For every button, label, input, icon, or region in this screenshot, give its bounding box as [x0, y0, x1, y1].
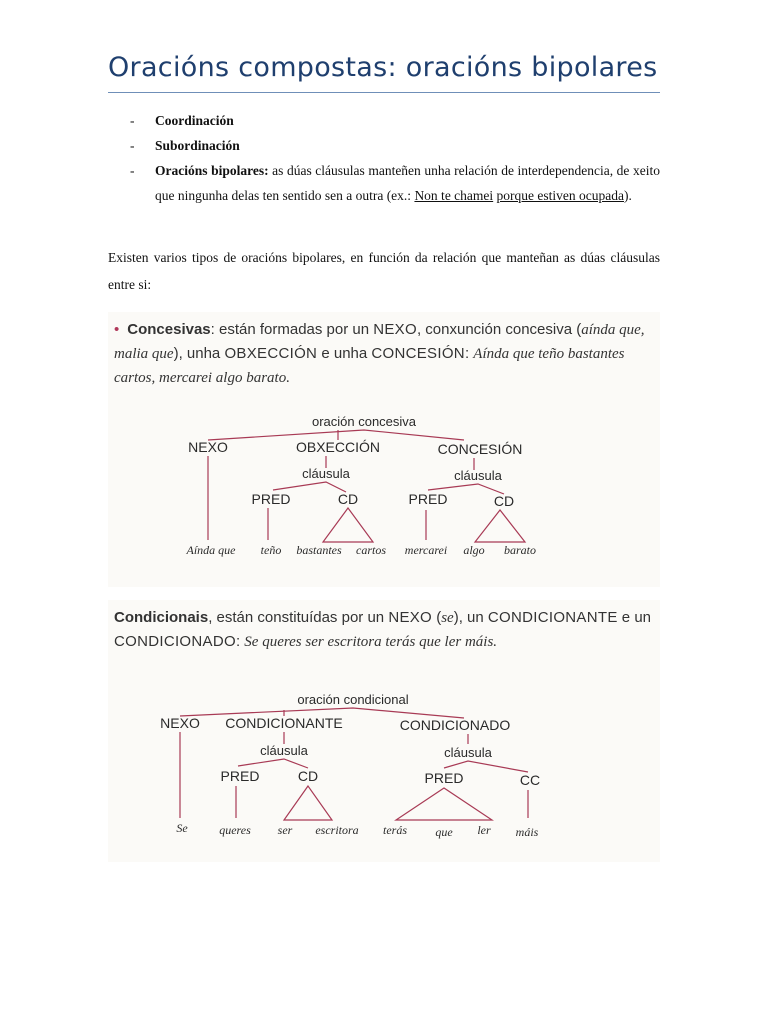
concesivas-scan — [108, 312, 660, 587]
tree-root-label: oración concesiva — [311, 414, 417, 429]
tree-leaf: mercarei — [404, 543, 448, 557]
sentence-types-list — [108, 108, 660, 208]
tree-node-condicionado: CONDICIONADO — [399, 717, 511, 733]
page-title: Oracións compostas: oracións bipolares — [108, 52, 658, 83]
tree-leaf: escritora — [315, 823, 359, 837]
tree-node-clausula: cláusula — [302, 466, 350, 481]
tree-leaf: ser — [277, 823, 293, 837]
tree-leaf: queres — [219, 823, 251, 837]
list-item-bipolares-text: as dúas cláusulas manteñen unha relación de interdependencia, de xeito que ningunha delas ten sentido sen a outra (ex.: — [155, 163, 660, 203]
tree-node-pred: PRED — [408, 491, 448, 507]
tree-leaf: ler — [477, 823, 491, 837]
tree-triangle — [284, 786, 332, 820]
list-item: - Oracións bipolares: as dúas cláusulas manteñen unha relación de interdependencia, de xeito que ningunha delas ten sentido sen a outra (ex.: Non te chamei porque estiven ocupada). — [130, 163, 660, 203]
tree-node-clausula: cláusula — [454, 468, 502, 483]
condicionais-scan — [108, 600, 660, 862]
tree-node-condicionante: CONDICIONANTE — [225, 715, 343, 731]
tree-node-pred: PRED — [220, 768, 260, 784]
tree-leaf: barato — [503, 543, 537, 557]
tree-leaf: Se — [176, 821, 188, 835]
condicional-syntax-tree — [108, 600, 660, 862]
tree-node-pred: PRED — [251, 491, 291, 507]
tree-node-cd: CD — [297, 768, 319, 784]
title-underline — [108, 92, 660, 93]
tree-node-cd: CD — [337, 491, 359, 507]
tree-triangle — [323, 508, 373, 542]
list-item-bipolares-term: Oracións bipolares: — [155, 163, 269, 178]
list-item: - Subordinación — [130, 138, 240, 153]
tree-leaf: Aínda que — [186, 543, 236, 557]
concesiva-syntax-tree — [108, 312, 660, 587]
list-item-subordinacion: Subordinación — [155, 138, 240, 153]
bullet-icon: • — [114, 321, 120, 338]
tree-leaf: que — [435, 825, 453, 839]
tree-triangle — [475, 510, 525, 542]
tree-leaf: teño — [260, 543, 282, 557]
tree-node-obxeccion: OBXECCIÓN — [295, 439, 381, 455]
tree-leaf: terás — [383, 823, 407, 837]
tree-leaf: máis — [515, 825, 539, 839]
example-clause-2: porque estiven ocupada — [496, 188, 624, 203]
concesivas-description: • Concesivas: están formadas por un NEXO, conxunción concesiva (aínda que, malia que), unha OBXECCIÓN e unha CONCESIÓN: Aínda que teño bastantes cartos, mercarei algo barato. — [114, 321, 645, 386]
tree-leaf: bastantes — [296, 543, 342, 557]
condicionais-description: Condicionais, están constituídas por un NEXO (se), un CONDICIONANTE e un CONDICIONADO: Se queres ser escritora terás que ler máis. — [114, 609, 652, 650]
tree-node-pred: PRED — [424, 770, 464, 786]
tree-root-label: oración condicional — [297, 692, 409, 707]
tree-node-concesion: CONCESIÓN — [437, 441, 523, 457]
tree-leaf: cartos — [356, 543, 386, 557]
tree-leaf: algo — [463, 543, 485, 557]
list-item-coordinacion: Coordinación — [155, 113, 234, 128]
tree-node-nexo: NEXO — [160, 715, 200, 731]
tree-branch — [238, 759, 308, 768]
tree-triangle — [396, 788, 492, 820]
list-item: - Coordinación — [130, 113, 234, 128]
tree-node-cd: CD — [493, 493, 515, 509]
intro-paragraph: Existen varios tipos de oracións bipolares, en función da relación que manteñan as dúas cláusulas entre si: — [108, 250, 660, 292]
tree-node-clausula: cláusula — [444, 745, 492, 760]
tree-node-clausula: cláusula — [260, 743, 308, 758]
tree-node-nexo: NEXO — [188, 439, 228, 455]
example-clause-1: Non te chamei — [414, 188, 494, 203]
tree-node-cc: CC — [519, 772, 541, 788]
